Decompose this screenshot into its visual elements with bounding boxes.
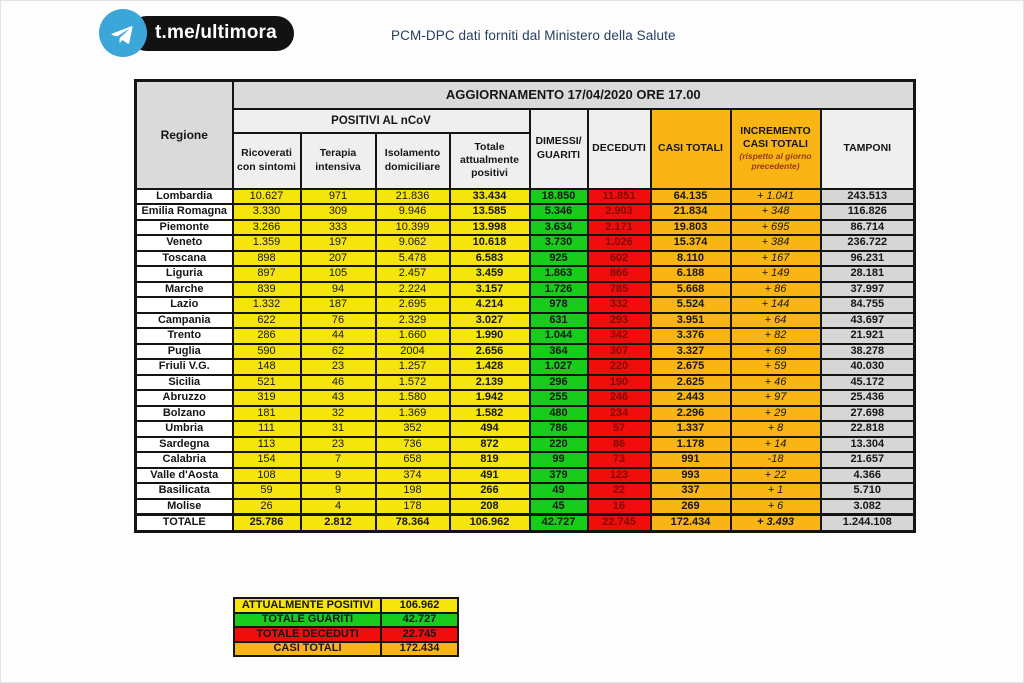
table-row bbox=[136, 235, 915, 251]
cell-tamponi: 38.278 bbox=[821, 344, 915, 360]
cell-isolamento: 352 bbox=[376, 421, 450, 437]
cell-incremento: + 86 bbox=[731, 282, 821, 298]
table-row bbox=[136, 204, 915, 220]
header-incremento bbox=[731, 109, 821, 189]
summary-row-totale-deceduti bbox=[234, 627, 458, 642]
cell-dimessi: 45 bbox=[530, 499, 588, 515]
cell-incremento: + 8 bbox=[731, 421, 821, 437]
cell-tamponi: 13.304 bbox=[821, 437, 915, 453]
cell-ricoverati: 26 bbox=[233, 499, 301, 515]
cell-isolamento: 78.364 bbox=[376, 514, 450, 531]
cell-isolamento: 374 bbox=[376, 468, 450, 484]
table-row bbox=[136, 297, 915, 313]
cell-ricoverati: 108 bbox=[233, 468, 301, 484]
cell-region: Sardegna bbox=[136, 437, 233, 453]
cell-incremento: + 144 bbox=[731, 297, 821, 313]
cell-region: Bolzano bbox=[136, 406, 233, 422]
cell-terapia: 971 bbox=[301, 189, 376, 205]
cell-incremento: + 1.041 bbox=[731, 189, 821, 205]
cell-terapia: 187 bbox=[301, 297, 376, 313]
cell-ricoverati: 839 bbox=[233, 282, 301, 298]
cell-incremento: + 167 bbox=[731, 251, 821, 267]
cell-tamponi: 21.921 bbox=[821, 328, 915, 344]
cell-casi-totali: 269 bbox=[651, 499, 731, 515]
cell-casi-totali: 2.675 bbox=[651, 359, 731, 375]
cell-deceduti: 86 bbox=[588, 437, 651, 453]
cell-dimessi: 3.730 bbox=[530, 235, 588, 251]
cell-casi-totali: 5.668 bbox=[651, 282, 731, 298]
cell-region: Abruzzo bbox=[136, 390, 233, 406]
cell-isolamento: 178 bbox=[376, 499, 450, 515]
cell-region: Lombardia bbox=[136, 189, 233, 205]
cell-incremento: + 3.493 bbox=[731, 514, 821, 531]
covid-table bbox=[134, 79, 916, 533]
cell-totale-positivi: 2.139 bbox=[450, 375, 530, 391]
cell-tamponi: 243.513 bbox=[821, 189, 915, 205]
cell-tamponi: 3.082 bbox=[821, 499, 915, 515]
cell-ricoverati: 59 bbox=[233, 483, 301, 499]
table-row bbox=[136, 406, 915, 422]
cell-ricoverati: 898 bbox=[233, 251, 301, 267]
cell-isolamento: 9.062 bbox=[376, 235, 450, 251]
cell-dimessi: 379 bbox=[530, 468, 588, 484]
cell-tamponi: 22.818 bbox=[821, 421, 915, 437]
cell-region: Calabria bbox=[136, 452, 233, 468]
cell-deceduti: 22.745 bbox=[588, 514, 651, 531]
cell-tamponi: 86.714 bbox=[821, 220, 915, 236]
cell-deceduti: 234 bbox=[588, 406, 651, 422]
cell-terapia: 4 bbox=[301, 499, 376, 515]
cell-ricoverati: 181 bbox=[233, 406, 301, 422]
cell-ricoverati: 148 bbox=[233, 359, 301, 375]
table-row bbox=[136, 483, 915, 499]
cell-dimessi: 925 bbox=[530, 251, 588, 267]
table-row bbox=[136, 282, 915, 298]
cell-totale-positivi: 1.942 bbox=[450, 390, 530, 406]
cell-terapia: 9 bbox=[301, 483, 376, 499]
cell-terapia: 23 bbox=[301, 437, 376, 453]
header-terapia: Terapia intensiva bbox=[301, 133, 376, 189]
cell-casi-totali: 2.296 bbox=[651, 406, 731, 422]
cell-totale-positivi: 13.998 bbox=[450, 220, 530, 236]
cell-dimessi: 99 bbox=[530, 452, 588, 468]
cell-dimessi: 1.027 bbox=[530, 359, 588, 375]
cell-region: Veneto bbox=[136, 235, 233, 251]
cell-dimessi: 1.044 bbox=[530, 328, 588, 344]
cell-isolamento: 10.399 bbox=[376, 220, 450, 236]
totale-row bbox=[136, 514, 915, 531]
cell-incremento: + 384 bbox=[731, 235, 821, 251]
cell-tamponi: 116.826 bbox=[821, 204, 915, 220]
cell-isolamento: 2004 bbox=[376, 344, 450, 360]
cell-terapia: 43 bbox=[301, 390, 376, 406]
cell-ricoverati: 10.627 bbox=[233, 189, 301, 205]
cell-casi-totali: 5.524 bbox=[651, 297, 731, 313]
cell-incremento: + 82 bbox=[731, 328, 821, 344]
cell-incremento: + 29 bbox=[731, 406, 821, 422]
cell-totale-positivi: 1.990 bbox=[450, 328, 530, 344]
cell-isolamento: 2.224 bbox=[376, 282, 450, 298]
cell-totale-positivi: 872 bbox=[450, 437, 530, 453]
cell-casi-totali: 3.327 bbox=[651, 344, 731, 360]
cell-casi-totali: 15.374 bbox=[651, 235, 731, 251]
cell-ricoverati: 622 bbox=[233, 313, 301, 329]
telegram-plane-icon bbox=[108, 21, 136, 49]
cell-tamponi: 4.366 bbox=[821, 468, 915, 484]
cell-isolamento: 2.329 bbox=[376, 313, 450, 329]
cell-terapia: 94 bbox=[301, 282, 376, 298]
summary-value: 172.434 bbox=[381, 642, 458, 657]
cell-terapia: 31 bbox=[301, 421, 376, 437]
cell-incremento: + 59 bbox=[731, 359, 821, 375]
summary-row-attualmente-positivi bbox=[234, 598, 458, 613]
cell-isolamento: 1.580 bbox=[376, 390, 450, 406]
cell-tamponi: 25.436 bbox=[821, 390, 915, 406]
cell-dimessi: 1.863 bbox=[530, 266, 588, 282]
table-row bbox=[136, 328, 915, 344]
cell-dimessi: 5.346 bbox=[530, 204, 588, 220]
cell-dimessi: 296 bbox=[530, 375, 588, 391]
cell-isolamento: 21.836 bbox=[376, 189, 450, 205]
cell-casi-totali: 2.443 bbox=[651, 390, 731, 406]
table-row bbox=[136, 437, 915, 453]
cell-region: TOTALE bbox=[136, 514, 233, 531]
table-row bbox=[136, 344, 915, 360]
summary-value: 42.727 bbox=[381, 613, 458, 628]
cell-totale-positivi: 10.618 bbox=[450, 235, 530, 251]
table-body bbox=[136, 189, 915, 515]
cell-tamponi: 96.231 bbox=[821, 251, 915, 267]
cell-incremento: + 46 bbox=[731, 375, 821, 391]
cell-totale-positivi: 266 bbox=[450, 483, 530, 499]
source-text: PCM-DPC dati forniti dal Ministero della Salute bbox=[391, 28, 676, 43]
cell-dimessi: 255 bbox=[530, 390, 588, 406]
cell-terapia: 9 bbox=[301, 468, 376, 484]
cell-isolamento: 9.946 bbox=[376, 204, 450, 220]
table-row bbox=[136, 452, 915, 468]
cell-casi-totali: 991 bbox=[651, 452, 731, 468]
cell-terapia: 62 bbox=[301, 344, 376, 360]
cell-ricoverati: 25.786 bbox=[233, 514, 301, 531]
table-row bbox=[136, 266, 915, 282]
cell-region: Puglia bbox=[136, 344, 233, 360]
cell-deceduti: 2.903 bbox=[588, 204, 651, 220]
cell-deceduti: 785 bbox=[588, 282, 651, 298]
cell-dimessi: 42.727 bbox=[530, 514, 588, 531]
cell-incremento: + 348 bbox=[731, 204, 821, 220]
cell-deceduti: 73 bbox=[588, 452, 651, 468]
summary-value: 106.962 bbox=[381, 598, 458, 613]
cell-region: Friuli V.G. bbox=[136, 359, 233, 375]
cell-deceduti: 22 bbox=[588, 483, 651, 499]
header-dimessi: DIMESSI/ GUARITI bbox=[530, 109, 588, 189]
cell-dimessi: 49 bbox=[530, 483, 588, 499]
cell-terapia: 46 bbox=[301, 375, 376, 391]
cell-isolamento: 5.478 bbox=[376, 251, 450, 267]
summary-label: CASI TOTALI bbox=[234, 642, 381, 657]
table-row bbox=[136, 390, 915, 406]
cell-region: Sicilia bbox=[136, 375, 233, 391]
cell-incremento: + 1 bbox=[731, 483, 821, 499]
cell-terapia: 44 bbox=[301, 328, 376, 344]
cell-deceduti: 2.171 bbox=[588, 220, 651, 236]
cell-isolamento: 2.695 bbox=[376, 297, 450, 313]
cell-deceduti: 332 bbox=[588, 297, 651, 313]
cell-deceduti: 11.851 bbox=[588, 189, 651, 205]
cell-dimessi: 364 bbox=[530, 344, 588, 360]
cell-incremento: + 149 bbox=[731, 266, 821, 282]
header-positivi-group: POSITIVI AL nCoV bbox=[233, 109, 530, 133]
table-title: AGGIORNAMENTO 17/04/2020 ORE 17.00 bbox=[233, 81, 915, 109]
cell-totale-positivi: 3.459 bbox=[450, 266, 530, 282]
cell-terapia: 309 bbox=[301, 204, 376, 220]
table-row bbox=[136, 359, 915, 375]
cell-totale-positivi: 6.583 bbox=[450, 251, 530, 267]
cell-incremento: + 64 bbox=[731, 313, 821, 329]
table-row bbox=[136, 499, 915, 515]
cell-region: Lazio bbox=[136, 297, 233, 313]
header-incremento-label: INCREMENTO CASI TOTALI bbox=[740, 125, 811, 151]
table-row bbox=[136, 421, 915, 437]
cell-deceduti: 293 bbox=[588, 313, 651, 329]
cell-tamponi: 40.030 bbox=[821, 359, 915, 375]
cell-deceduti: 16 bbox=[588, 499, 651, 515]
cell-tamponi: 5.710 bbox=[821, 483, 915, 499]
cell-region: Emilia Romagna bbox=[136, 204, 233, 220]
cell-casi-totali: 1.178 bbox=[651, 437, 731, 453]
cell-dimessi: 480 bbox=[530, 406, 588, 422]
summary-label: ATTUALMENTE POSITIVI bbox=[234, 598, 381, 613]
cell-dimessi: 1.726 bbox=[530, 282, 588, 298]
cell-region: Campania bbox=[136, 313, 233, 329]
cell-dimessi: 978 bbox=[530, 297, 588, 313]
cell-casi-totali: 3.376 bbox=[651, 328, 731, 344]
cell-totale-positivi: 13.585 bbox=[450, 204, 530, 220]
cell-tamponi: 84.755 bbox=[821, 297, 915, 313]
cell-totale-positivi: 1.428 bbox=[450, 359, 530, 375]
cell-dimessi: 786 bbox=[530, 421, 588, 437]
header-incremento-note: (rispetto al giorno precedente) bbox=[739, 151, 812, 172]
cell-terapia: 76 bbox=[301, 313, 376, 329]
cell-tamponi: 28.181 bbox=[821, 266, 915, 282]
cell-incremento: + 69 bbox=[731, 344, 821, 360]
cell-isolamento: 2.457 bbox=[376, 266, 450, 282]
cell-totale-positivi: 106.962 bbox=[450, 514, 530, 531]
cell-isolamento: 1.660 bbox=[376, 328, 450, 344]
cell-terapia: 32 bbox=[301, 406, 376, 422]
cell-ricoverati: 1.332 bbox=[233, 297, 301, 313]
cell-dimessi: 18.850 bbox=[530, 189, 588, 205]
cell-tamponi: 37.997 bbox=[821, 282, 915, 298]
cell-totale-positivi: 3.027 bbox=[450, 313, 530, 329]
cell-tamponi: 1.244.108 bbox=[821, 514, 915, 531]
cell-ricoverati: 319 bbox=[233, 390, 301, 406]
cell-deceduti: 602 bbox=[588, 251, 651, 267]
cell-incremento: + 6 bbox=[731, 499, 821, 515]
cell-casi-totali: 172.434 bbox=[651, 514, 731, 531]
cell-incremento: + 14 bbox=[731, 437, 821, 453]
cell-casi-totali: 337 bbox=[651, 483, 731, 499]
header-totale-positivi: Totale attualmente positivi bbox=[450, 133, 530, 189]
cell-isolamento: 736 bbox=[376, 437, 450, 453]
cell-terapia: 7 bbox=[301, 452, 376, 468]
summary-label: TOTALE GUARITI bbox=[234, 613, 381, 628]
summary-row-totale-guariti bbox=[234, 613, 458, 628]
table-row bbox=[136, 189, 915, 205]
cell-casi-totali: 3.951 bbox=[651, 313, 731, 329]
cell-isolamento: 658 bbox=[376, 452, 450, 468]
cell-dimessi: 220 bbox=[530, 437, 588, 453]
cell-isolamento: 1.257 bbox=[376, 359, 450, 375]
header-regione: Regione bbox=[136, 81, 233, 189]
cell-dimessi: 3.634 bbox=[530, 220, 588, 236]
header-deceduti: DECEDUTI bbox=[588, 109, 651, 189]
cell-terapia: 105 bbox=[301, 266, 376, 282]
cell-casi-totali: 6.188 bbox=[651, 266, 731, 282]
cell-tamponi: 45.172 bbox=[821, 375, 915, 391]
summary-value: 22.745 bbox=[381, 627, 458, 642]
cell-ricoverati: 3.330 bbox=[233, 204, 301, 220]
cell-deceduti: 342 bbox=[588, 328, 651, 344]
cell-totale-positivi: 491 bbox=[450, 468, 530, 484]
cell-region: Liguria bbox=[136, 266, 233, 282]
cell-casi-totali: 2.625 bbox=[651, 375, 731, 391]
header-isolamento: Isolamento domiciliare bbox=[376, 133, 450, 189]
cell-ricoverati: 154 bbox=[233, 452, 301, 468]
cell-totale-positivi: 208 bbox=[450, 499, 530, 515]
cell-region: Molise bbox=[136, 499, 233, 515]
cell-deceduti: 123 bbox=[588, 468, 651, 484]
cell-tamponi: 27.698 bbox=[821, 406, 915, 422]
cell-ricoverati: 3.266 bbox=[233, 220, 301, 236]
summary-row-casi-totali bbox=[234, 642, 458, 657]
cell-totale-positivi: 819 bbox=[450, 452, 530, 468]
cell-region: Basilicata bbox=[136, 483, 233, 499]
cell-terapia: 207 bbox=[301, 251, 376, 267]
cell-tamponi: 43.697 bbox=[821, 313, 915, 329]
cell-casi-totali: 64.135 bbox=[651, 189, 731, 205]
cell-tamponi: 236.722 bbox=[821, 235, 915, 251]
table-row bbox=[136, 220, 915, 236]
cell-isolamento: 198 bbox=[376, 483, 450, 499]
cell-totale-positivi: 4.214 bbox=[450, 297, 530, 313]
cell-deceduti: 190 bbox=[588, 375, 651, 391]
cell-ricoverati: 897 bbox=[233, 266, 301, 282]
table-row bbox=[136, 375, 915, 391]
header-tamponi: TAMPONI bbox=[821, 109, 915, 189]
cell-ricoverati: 1.359 bbox=[233, 235, 301, 251]
cell-region: Toscana bbox=[136, 251, 233, 267]
cell-totale-positivi: 494 bbox=[450, 421, 530, 437]
cell-region: Valle d'Aosta bbox=[136, 468, 233, 484]
cell-casi-totali: 1.337 bbox=[651, 421, 731, 437]
cell-ricoverati: 521 bbox=[233, 375, 301, 391]
cell-region: Trento bbox=[136, 328, 233, 344]
cell-terapia: 23 bbox=[301, 359, 376, 375]
cell-totale-positivi: 2.656 bbox=[450, 344, 530, 360]
cell-casi-totali: 8.110 bbox=[651, 251, 731, 267]
header-ricoverati: Ricoverati con sintomi bbox=[233, 133, 301, 189]
cell-deceduti: 1.026 bbox=[588, 235, 651, 251]
cell-tamponi: 21.657 bbox=[821, 452, 915, 468]
cell-ricoverati: 113 bbox=[233, 437, 301, 453]
cell-totale-positivi: 33.434 bbox=[450, 189, 530, 205]
cell-region: Marche bbox=[136, 282, 233, 298]
cell-dimessi: 631 bbox=[530, 313, 588, 329]
cell-deceduti: 220 bbox=[588, 359, 651, 375]
cell-deceduti: 246 bbox=[588, 390, 651, 406]
channel-pill bbox=[129, 16, 294, 51]
cell-totale-positivi: 3.157 bbox=[450, 282, 530, 298]
table-row bbox=[136, 251, 915, 267]
cell-terapia: 197 bbox=[301, 235, 376, 251]
cell-ricoverati: 590 bbox=[233, 344, 301, 360]
channel-pill-label: t.me/ultimora bbox=[155, 22, 277, 43]
cell-incremento: + 695 bbox=[731, 220, 821, 236]
cell-deceduti: 57 bbox=[588, 421, 651, 437]
cell-isolamento: 1.369 bbox=[376, 406, 450, 422]
table-row bbox=[136, 468, 915, 484]
cell-incremento: + 97 bbox=[731, 390, 821, 406]
cell-deceduti: 866 bbox=[588, 266, 651, 282]
table-row bbox=[136, 313, 915, 329]
cell-ricoverati: 286 bbox=[233, 328, 301, 344]
summary-label: TOTALE DECEDUTI bbox=[234, 627, 381, 642]
cell-ricoverati: 111 bbox=[233, 421, 301, 437]
cell-incremento: -18 bbox=[731, 452, 821, 468]
cell-casi-totali: 21.834 bbox=[651, 204, 731, 220]
cell-incremento: + 22 bbox=[731, 468, 821, 484]
header-casi-totali: CASI TOTALI bbox=[651, 109, 731, 189]
cell-terapia: 2.812 bbox=[301, 514, 376, 531]
cell-region: Umbria bbox=[136, 421, 233, 437]
cell-terapia: 333 bbox=[301, 220, 376, 236]
summary-table bbox=[233, 597, 459, 657]
cell-totale-positivi: 1.582 bbox=[450, 406, 530, 422]
cell-isolamento: 1.572 bbox=[376, 375, 450, 391]
cell-casi-totali: 993 bbox=[651, 468, 731, 484]
cell-casi-totali: 19.803 bbox=[651, 220, 731, 236]
telegram-logo bbox=[99, 9, 147, 57]
cell-region: Piemonte bbox=[136, 220, 233, 236]
cell-deceduti: 307 bbox=[588, 344, 651, 360]
